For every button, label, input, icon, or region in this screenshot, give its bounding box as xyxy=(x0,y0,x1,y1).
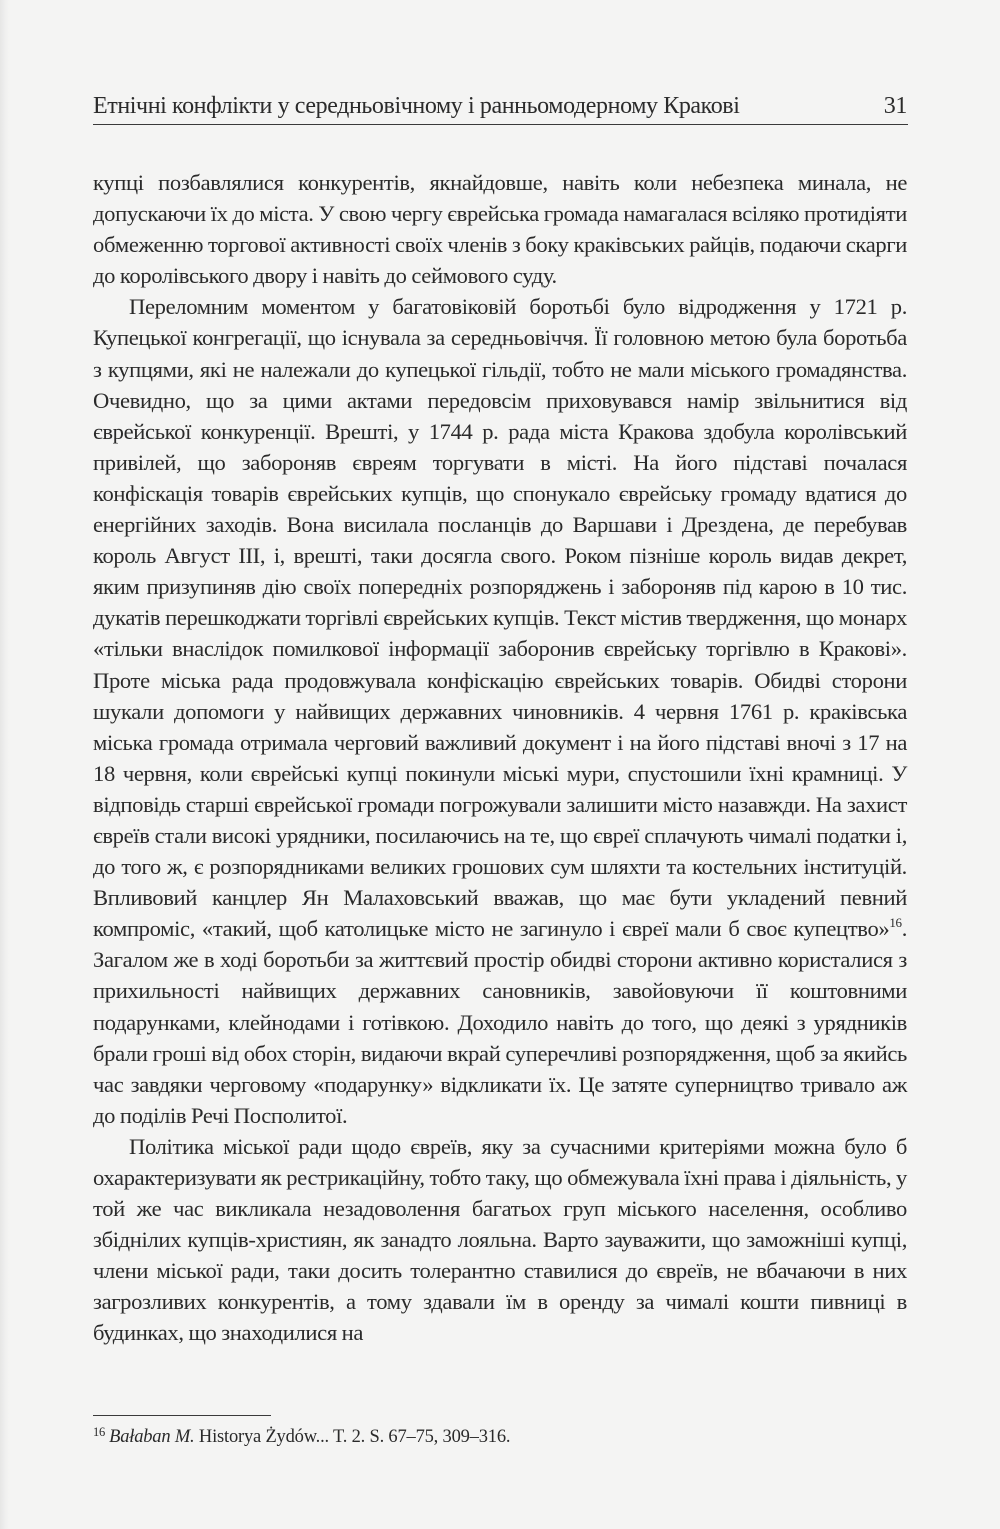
footnote-rule xyxy=(93,1415,271,1416)
running-head xyxy=(93,86,907,120)
main-text xyxy=(93,167,907,1349)
footnote-author: Bałaban M. xyxy=(109,1427,195,1447)
page-number: 31 xyxy=(883,93,907,119)
footnote-number: 16 xyxy=(93,1425,106,1439)
paragraph-2 xyxy=(93,291,907,1131)
paragraph-2-text: Переломним моментом у багатовіковій боротьбі було відродження у 1721 р. Купецької конгрегації, що існувала за середньовіччя. Її головною метою була боротьба з купцями, які не належали до купецької гільдії, тобто не мали міського громадянства. Очевидно, що за цими актами передовсім приховувався намір звільнитися від єврейської конкуренції. Врешті, у 1744 р. рада міста Кракова здобула королівський привілей, що забороняв євреям торгувати в місті. На його підставі почалася конфіскація товарів єврейських купців, що спонукало єврейську громаду вдатися до енергійних заходів. Вона висилала посланців до Варшави і Дрездена, де перебував король Август III, і, врешті, таки досягла свого. Роком пізніше король видав декрет, яким призупиняв дію своїх попередніх розпоряджень і забороняв під карою в 10 тис. дукатів перешкоджати торгівлі єврейських купців. Текст містив твердження, що монарх «тільки внаслідок помилкової інформації заборонив єврейську торгівлю в Кракові». Проте міська рада продовжувала конфіскацію єврейських товарів. Обидві сторони шукали допомоги у найвищих державних чиновників. 4 червня 1761 р. краківська міська громада отримала черговий важливий документ і на його підставі вночі з 17 на 18 червня, коли єврейські купці покинули міські мури, спустошили їхні крамниці. У відповідь старші єврейської громади погрожували залишити місто назавжди. На захист євреїв стали високі урядники, посилаючись на те, що євреї сплачують чималі податки і, до того ж, є розпорядниками великих грошових сум шляхти та костельних інституцій. Впливовий канцлер Ян Малаховський вважав, що має бути укладений певний компроміс, «такий, щоб католицьке місто не загинуло і євреї мали б своє купецтво» xyxy=(93,294,907,942)
paragraph-1: купці позбавлялися конкурентів, якнайдовше, навіть коли небезпека минала, не допускаючи їх до міста. У свою чергу єврейська громада намагалася всіляко протидіяти обмеженню торгової активності своїх членів з боку краківських райців, подаючи скарги до королівського двору і навіть до сеймового суду. xyxy=(93,170,907,289)
footnote-reference-16[interactable]: 16 xyxy=(889,915,902,931)
page-left-edge xyxy=(0,0,9,1529)
running-head-title: Етнічні конфлікти у середньовічному і ранньомодерному Кракові xyxy=(93,93,740,119)
paragraph-2-text-continued: . Загалом же в ході боротьби за життєвий простір обидві сторони активно користалися з прихильності найвищих державних сановників, завойовуючи її коштовними подарунками, клейнодами і готівкою. Доходило навіть до того, що деякі з урядників брали гроші від обох сторін, видаючи вкрай суперечливі розпорядження, щоб за якийсь час завдяки черговому «подарунку» відкликати їх. Це затяте суперництво тривало аж до поділів Речі Посполитої. xyxy=(93,916,907,1128)
footnote-text: Historya Żydów... T. 2. S. 67–75, 309–316. xyxy=(198,1427,511,1447)
header-rule xyxy=(93,124,908,125)
paragraph-3: Політика міської ради щодо євреїв, яку за сучасними критеріями можна було б охарактеризувати як рестрикаційну, тобто таку, що обмежувала їхні права і діяльність, у той же час викликала незадоволення багатьох груп міського населення, особливо збіднілих купців-християн, як занадто лояльна. Варто зауважити, що заможніші купці, члени міської ради, таки досить толерантно ставилися до євреїв, не вбачаючи в них загрозливих конкурентів, а тому здавали їм в оренду за чималі кошти пивниці в будинках, що знаходилися на xyxy=(93,1133,907,1346)
footnote-16 xyxy=(93,1420,907,1449)
